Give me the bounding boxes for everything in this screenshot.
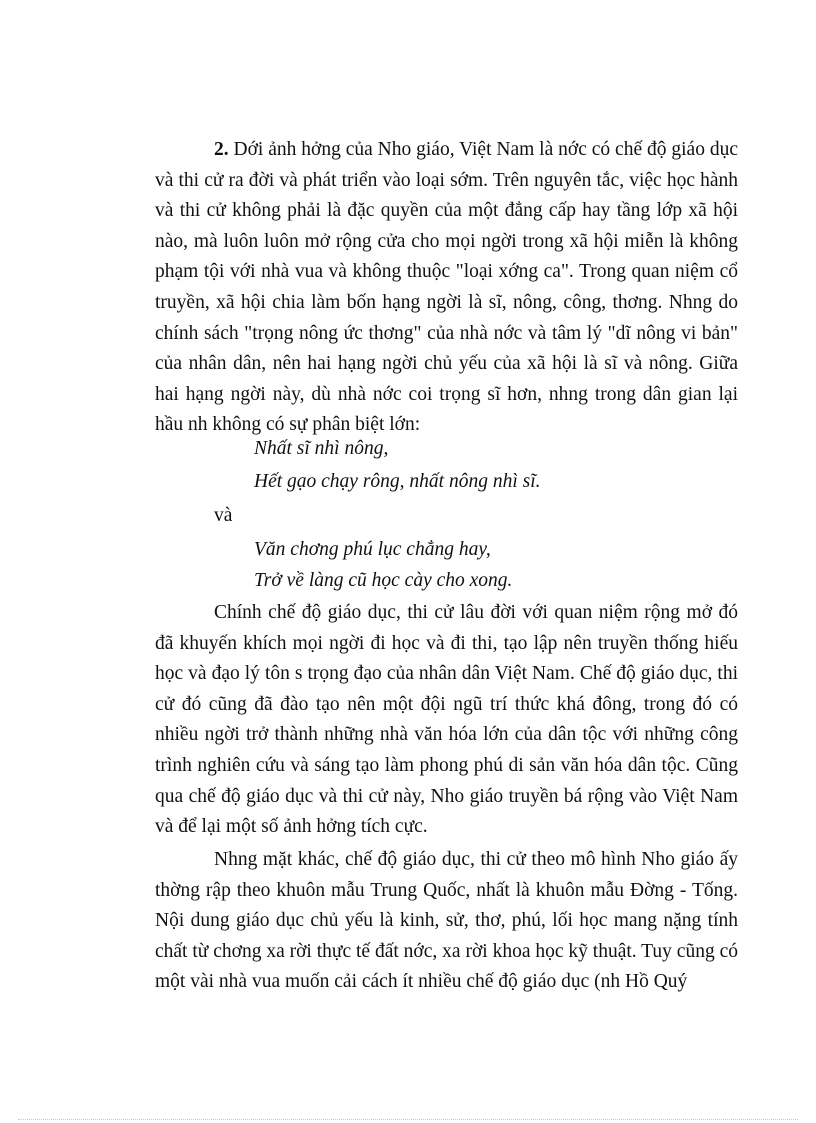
verse-2-line-1: Văn chơng phú lục chẳng hay,: [254, 539, 491, 560]
paragraph-3: Nhng mặt khác, chế độ giáo dục, thi cử theo mô hình Nho giáo ấy thờng rập theo khuôn mẫu Trung Quốc, nhất là khuôn mẫu Đờng - Tống. Nội dung giáo dục chủ yếu là kinh, sử, thơ, phú, lối học mang nặng tính chất từ chơng xa rời thực tế đất nớc, xa rời khoa học kỹ thuật. Tuy cũng có một vài nhà vua muốn cải cách ít nhiều chế độ giáo dục (nh Hồ Quý: [155, 849, 738, 993]
verse-1-line-2: Hết gạo chạy rông, nhất nông nhì sĩ.: [254, 471, 541, 492]
paragraph-2: Chính chế độ giáo dục, thi cử lâu đời với quan niệm rộng mở đó đã khuyến khích mọi ngời đi học và đi thi, tạo lập nên truyền thống hiếu học và đạo lý tôn s trọng đạo của nhân dân Việt Nam. Chế độ giáo dục, thi cử đó cũng đã đào tạo nên một đội ngũ trí thức khá đông, trong đó có nhiều ngời trở thành những nhà văn hóa lớn của dân tộc với những công trình nghiên cứu và sáng tạo làm phong phú di sản văn hóa dân tộc. Cũng qua chế độ giáo dục và thi cử này, Nho giáo truyền bá rộng vào Việt Nam và để lại một số ảnh hởng tích cực.: [155, 602, 738, 838]
page-bottom-divider: [18, 1119, 798, 1120]
paragraph-1: [155, 135, 738, 441]
conjunction-text: và: [214, 505, 233, 526]
section-number: 2.: [214, 139, 229, 160]
paragraph-1-text: Dới ảnh hởng của Nho giáo, Việt Nam là nớc có chế độ giáo dục và thi cử ra đời và phát triển vào loại sớm. Trên nguyên tắc, việc học hành và thi cử không phải là đặc quyền của một đẳng cấp hay tầng lớp xã hội nào, mà luôn luôn mở rộng cửa cho mọi ngời trong xã hội miễn là không phạm tội với nhà vua và không thuộc "loại xớng ca". Trong quan niệm cổ truyền, xã hội chia làm bốn hạng ngời là sĩ, nông, công, thơng. Nhng do chính sách "trọng nông ức thơng" của nhà nớc và tâm lý "dĩ nông vi bản" của nhân dân, nên hai hạng ngời chủ yếu của xã hội là sĩ và nông. Giữa hai hạng ngời này, dù nhà nớc coi trọng sĩ hơn, nhng trong dân gian lại hầu nh không có sự phân biệt lớn:: [155, 139, 738, 436]
verse-1-line-1: Nhất sĩ nhì nông,: [254, 438, 389, 459]
verse-2-line-2: Trở về làng cũ học cày cho xong.: [254, 570, 513, 591]
